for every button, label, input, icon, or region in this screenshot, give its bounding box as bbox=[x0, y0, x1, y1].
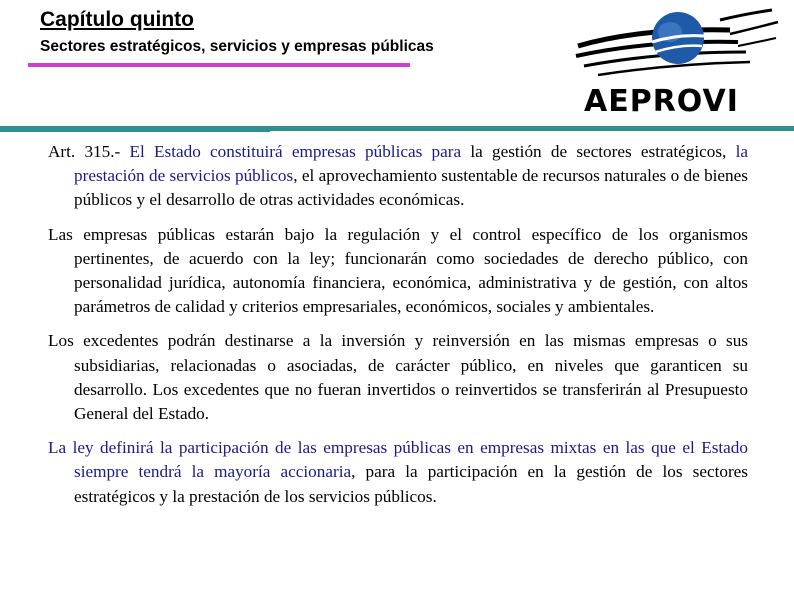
magenta-divider bbox=[28, 63, 410, 67]
teal-divider-gap bbox=[270, 131, 794, 133]
logo-text: AEPROVI bbox=[584, 84, 739, 119]
paragraph-regulation: Las empresas públicas estarán bajo la regulación y el control específico de los organismos pertinentes, de acuerdo con la ley; funcionarán como sociedades de derecho público, con personalidad jurídica, autonomía financiera, económica, administrativa y de gestión, con altos parámetros de calidad y criterios empresariales, económicos, sociales y ambientales. bbox=[48, 224, 748, 317]
article-body bbox=[48, 140, 748, 519]
body-text: , para la participación en la gestión de los sectores estratégicos y la prestación de los servicios públicos. bbox=[74, 462, 748, 506]
chapter-subtitle: Sectores estratégicos, servicios y empresas públicas bbox=[40, 38, 434, 55]
paragraph-art-315 bbox=[48, 140, 748, 213]
body-text: la gestión de sectores estratégicos, bbox=[461, 142, 736, 161]
highlight-text: la prestación de servicios públicos bbox=[74, 142, 749, 186]
article-number: Art. 315.- bbox=[48, 142, 130, 161]
highlight-text: El Estado constituirá empresas públicas para bbox=[129, 142, 462, 161]
chapter-title: Capítulo quinto bbox=[40, 8, 194, 31]
highlight-text: La ley definirá la participación de las empresas públicas en empresas mixtas en las que el Estado siempre tendrá la mayoría accionaria bbox=[48, 438, 748, 482]
paragraph-mixed-companies bbox=[48, 436, 748, 509]
body-text: , el aprovechamiento sustentable de recursos naturales o de bienes públicos y el desarrollo de otras actividades económicas. bbox=[74, 166, 748, 210]
paragraph-surplus: Los excedentes podrán destinarse a la inversión y reinversión en las mismas empresas o sus subsidiarias, relacionadas o asociadas, de carácter público, en niveles que garanticen su desarrollo. Los excedentes que no fueran invertidos o reinvertidos se transferirán al Presupuesto General del Estado. bbox=[48, 331, 748, 424]
